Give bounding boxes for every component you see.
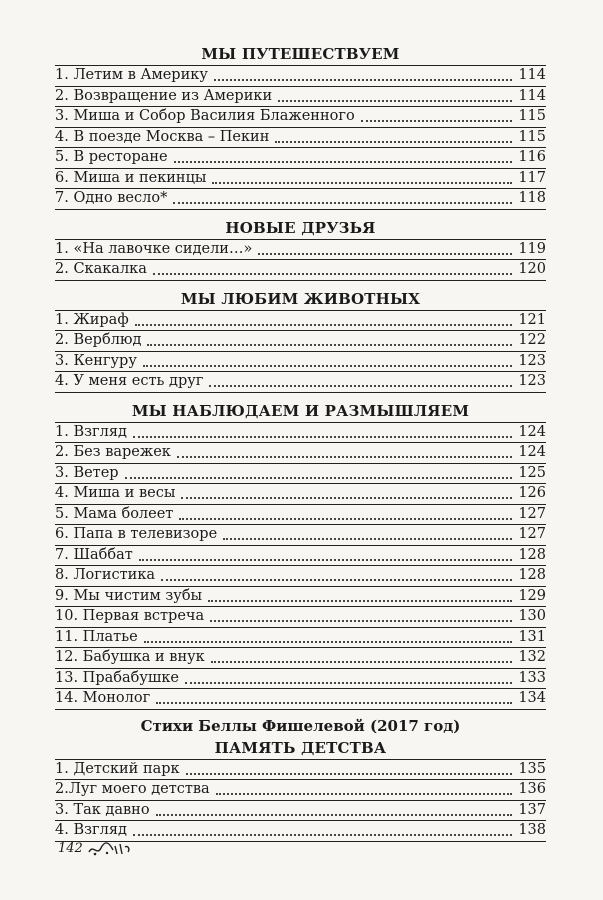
section-heading: МЫ ЛЮБИМ ЖИВОТНЫХ — [55, 289, 546, 311]
entry-page-number: 132 — [518, 649, 546, 665]
section-heading: МЫ НАБЛЮДАЕМ И РАЗМЫШЛЯЕМ — [55, 401, 546, 423]
section-heading: ПАМЯТЬ ДЕТСТВА — [55, 738, 546, 760]
entry-title: 1. Детский парк — [55, 760, 180, 777]
dot-leader — [173, 193, 512, 204]
entry-page-number: 119 — [518, 240, 546, 257]
entry-title: 2. Верблюд — [55, 332, 142, 348]
author-heading: Стихи Беллы Фишелевой (2017 год) — [140, 716, 461, 735]
entry-title: 14. Монолог — [55, 690, 151, 706]
dot-leader — [258, 244, 512, 255]
dot-leader — [133, 427, 512, 438]
entry-title: 2. Без варежек — [55, 444, 171, 460]
entry-page-number: 123 — [518, 373, 546, 389]
entry-title: 1. Летим в Америку — [55, 67, 208, 83]
dot-leader — [186, 764, 512, 775]
entry-title: 11. Платье — [55, 628, 138, 645]
entry-page-number: 131 — [518, 628, 546, 645]
toc-entry[interactable] — [55, 780, 546, 801]
section-heading: МЫ ПУТЕШЕСТВУЕМ — [55, 44, 546, 66]
entry-title: 7. Одно весло* — [55, 190, 168, 206]
dot-leader — [275, 132, 512, 143]
dot-leader — [181, 488, 512, 499]
dot-leader — [177, 447, 512, 458]
toc-section — [55, 393, 546, 710]
dot-leader — [153, 264, 512, 275]
dot-leader — [156, 805, 512, 816]
entry-title: 1. «На лавочке сидели…» — [55, 240, 253, 257]
entry-page-number: 129 — [518, 587, 546, 604]
table-of-contents — [55, 44, 546, 842]
entry-title: 9. Мы чистим зубы — [55, 587, 203, 604]
toc-entry[interactable] — [55, 148, 546, 169]
toc-entry[interactable] — [55, 331, 546, 352]
entry-title: 2.Луг моего детства — [55, 781, 210, 797]
toc-entry[interactable] — [55, 311, 546, 332]
entry-page-number: 128 — [518, 546, 546, 563]
entry-page-number: 130 — [518, 608, 546, 624]
dot-leader — [135, 315, 512, 326]
entry-page-number: 116 — [518, 149, 546, 165]
toc-entry[interactable] — [55, 648, 546, 669]
toc-entry[interactable] — [55, 66, 546, 87]
dot-leader — [174, 152, 512, 163]
entry-title: 4. Миша и весы — [55, 485, 176, 501]
dot-leader — [214, 70, 512, 81]
entry-page-number: 117 — [518, 169, 546, 186]
page-footer — [58, 838, 135, 858]
toc-section — [55, 281, 546, 393]
dot-leader — [216, 784, 512, 795]
entry-title: 4. У меня есть друг — [55, 373, 204, 389]
dot-leader — [278, 91, 512, 102]
entry-page-number: 124 — [518, 444, 546, 460]
toc-entry[interactable] — [55, 607, 546, 628]
entry-page-number: 114 — [518, 67, 546, 83]
dot-leader — [161, 570, 512, 581]
toc-entry[interactable] — [55, 628, 546, 649]
toc-entry[interactable] — [55, 87, 546, 108]
dot-leader — [179, 509, 512, 520]
entry-page-number: 123 — [518, 352, 546, 369]
entry-page-number: 115 — [518, 108, 546, 124]
entry-page-number: 128 — [518, 567, 546, 583]
dot-leader — [211, 652, 512, 663]
toc-entry[interactable] — [55, 484, 546, 505]
toc-entry[interactable] — [55, 525, 546, 546]
toc-section — [55, 44, 546, 210]
toc-sections — [55, 44, 546, 710]
entry-page-number: 137 — [518, 801, 546, 818]
entry-page-number: 127 — [518, 505, 546, 522]
toc-entry[interactable] — [55, 587, 546, 608]
entry-title: 2. Возвращение из Америки — [55, 87, 273, 104]
entry-title: 13. Прабабушке — [55, 669, 180, 686]
dot-leader — [223, 529, 512, 540]
entry-title: 5. В ресторане — [55, 149, 168, 165]
entry-title: 3. Ветер — [55, 464, 119, 481]
toc-section-last — [55, 738, 546, 842]
entry-title: 3. Миша и Собор Василия Блаженного — [55, 108, 355, 124]
entry-title: 3. Так давно — [55, 801, 150, 818]
entry-title: 7. Шаббат — [55, 546, 133, 563]
dot-leader — [185, 673, 512, 684]
dot-leader — [125, 468, 512, 479]
section-heading: НОВЫЕ ДРУЗЬЯ — [55, 218, 546, 240]
dot-leader — [143, 356, 512, 367]
toc-entry[interactable] — [55, 372, 546, 393]
toc-entry[interactable] — [55, 443, 546, 464]
entry-page-number: 126 — [518, 485, 546, 501]
toc-entry[interactable] — [55, 260, 546, 281]
entry-page-number: 114 — [518, 87, 546, 104]
toc-entry[interactable] — [55, 128, 546, 149]
toc-entry[interactable] — [55, 240, 546, 261]
entry-title: 2. Скакалка — [55, 261, 147, 277]
entry-page-number: 127 — [518, 526, 546, 542]
dot-leader — [210, 611, 512, 622]
entry-title: 1. Взгляд — [55, 423, 127, 440]
entry-page-number: 133 — [518, 669, 546, 686]
dot-leader — [147, 335, 512, 346]
dot-leader — [212, 173, 512, 184]
entry-page-number: 124 — [518, 423, 546, 440]
entry-page-number: 122 — [518, 332, 546, 348]
entry-title: 12. Бабушка и внук — [55, 649, 205, 665]
dot-leader — [156, 693, 512, 704]
toc-entry[interactable] — [55, 352, 546, 373]
ornament-icon — [87, 838, 135, 858]
entry-page-number: 121 — [518, 311, 546, 328]
entry-page-number: 138 — [518, 822, 546, 838]
entry-page-number: 115 — [518, 128, 546, 145]
toc-entry[interactable] — [55, 189, 546, 210]
dot-leader — [361, 111, 512, 122]
entry-page-number: 134 — [518, 690, 546, 706]
toc-entry[interactable] — [55, 546, 546, 567]
entry-page-number: 135 — [518, 760, 546, 777]
entry-title: 1. Жираф — [55, 311, 129, 328]
page-number: 142 — [58, 840, 83, 856]
entry-title: 3. Кенгуру — [55, 352, 137, 369]
entry-page-number: 118 — [518, 190, 546, 206]
dot-leader — [209, 376, 512, 387]
entry-title: 10. Первая встреча — [55, 608, 205, 624]
entry-title: 6. Миша и пекинцы — [55, 169, 207, 186]
entry-title: 6. Папа в телевизоре — [55, 526, 218, 542]
toc-entry[interactable] — [55, 107, 546, 128]
toc-entry[interactable] — [55, 689, 546, 710]
entry-page-number: 125 — [518, 464, 546, 481]
toc-entry[interactable] — [55, 760, 546, 781]
dot-leader — [133, 825, 512, 836]
toc-entry[interactable] — [55, 801, 546, 822]
toc-entry[interactable] — [55, 505, 546, 526]
toc-entry[interactable] — [55, 669, 546, 690]
dot-leader — [139, 550, 512, 561]
entry-title: 4. Взгляд — [55, 822, 127, 838]
entry-page-number: 120 — [518, 261, 546, 277]
toc-section — [55, 210, 546, 281]
dot-leader — [144, 632, 512, 643]
toc-entry[interactable] — [55, 464, 546, 485]
entry-title: 8. Логистика — [55, 567, 156, 583]
entry-title: 4. В поезде Москва – Пекин — [55, 128, 270, 145]
toc-entry[interactable] — [55, 423, 546, 444]
entry-page-number: 136 — [518, 781, 546, 797]
entry-title: 5. Мама болеет — [55, 505, 174, 522]
dot-leader — [208, 591, 512, 602]
toc-entry[interactable] — [55, 169, 546, 190]
toc-entry[interactable] — [55, 566, 546, 587]
